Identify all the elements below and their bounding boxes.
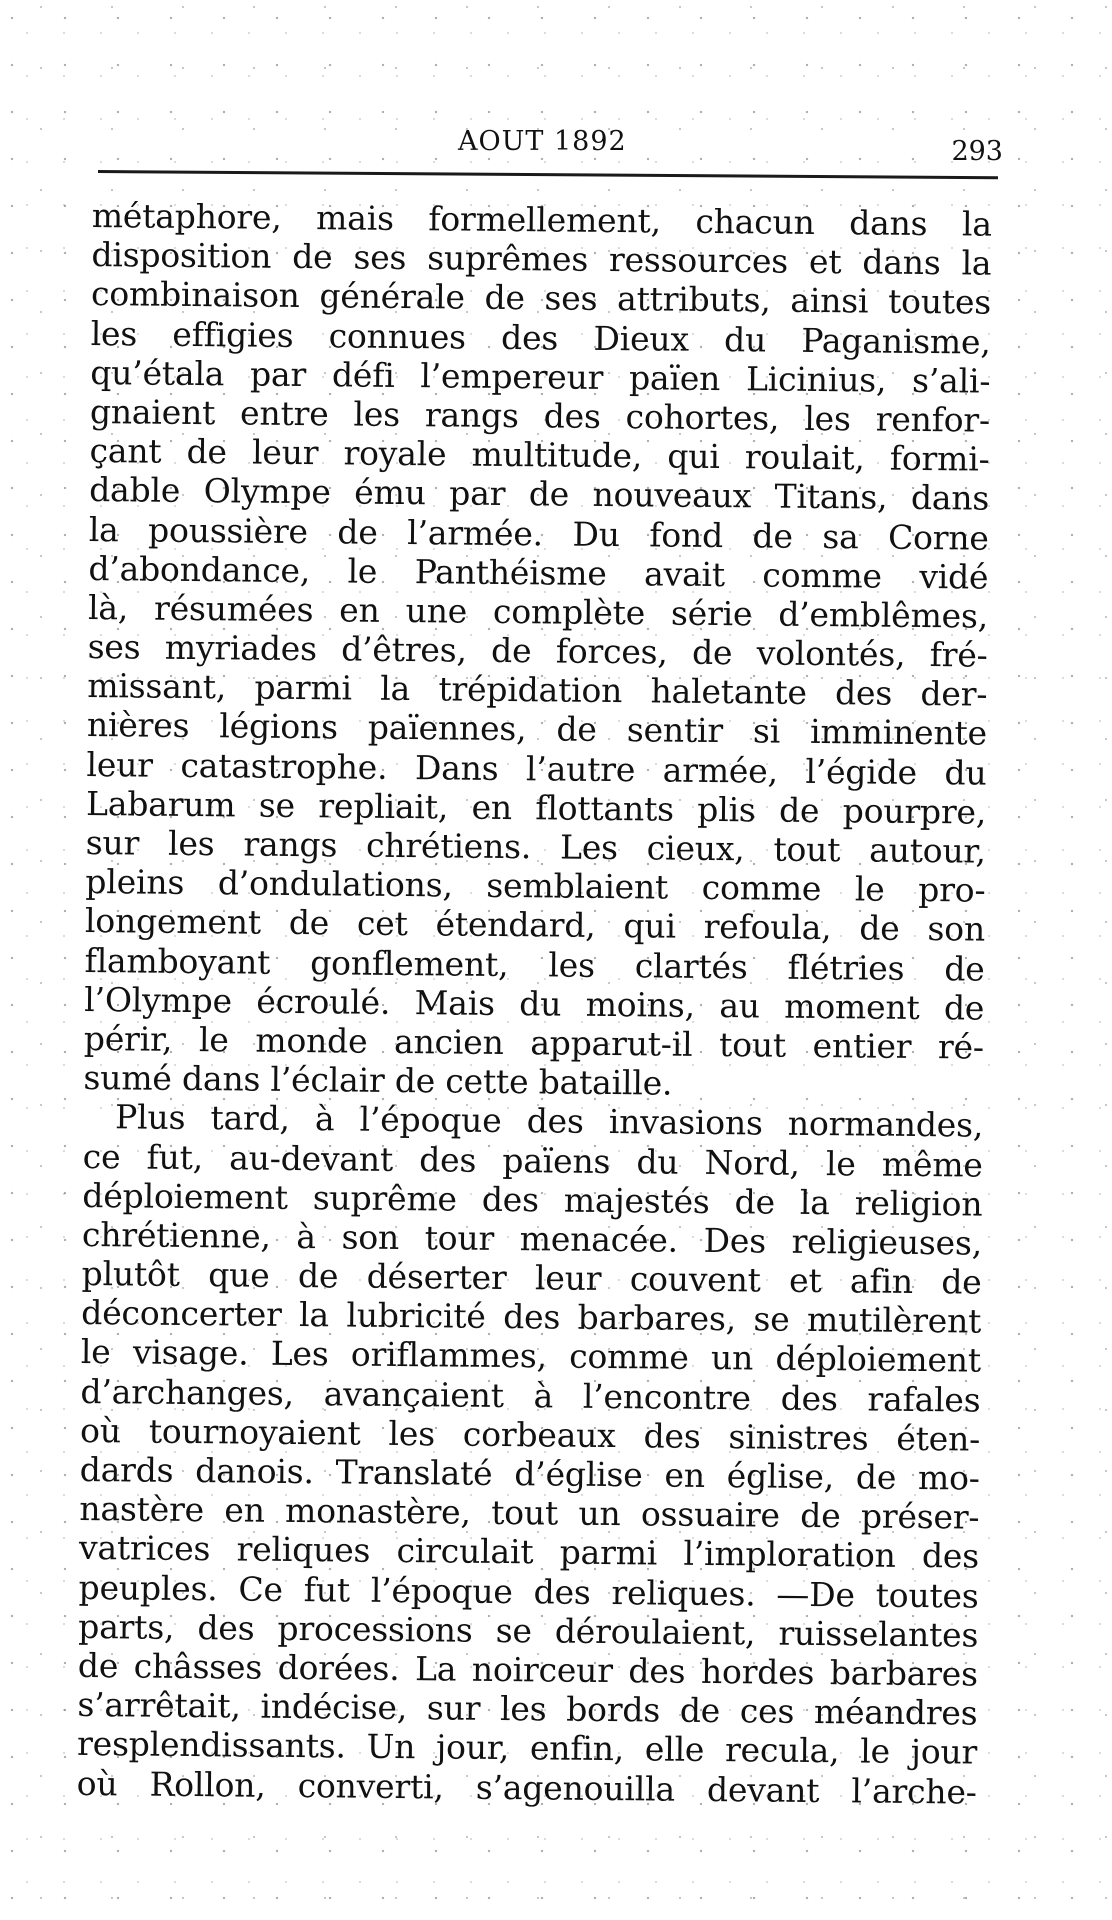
text-line: Labarum se repliait, en flottants plis de pourpre,: [85, 783, 987, 832]
text-line: là, résumées en une complète série d’emblêmes,: [87, 587, 989, 636]
text-line: les effigies connues des Dieux du Paganisme,: [90, 313, 991, 362]
paragraph-start-line: Plus tard, à l’époque des invasions normandes,: [114, 1097, 984, 1145]
text-line: où tournoyaient les corbeaux des sinistres éten-: [79, 1410, 981, 1459]
text-line: périr, le monde ancien apparut-il tout entier ré-: [83, 1018, 985, 1067]
body-text: [77, 196, 992, 1811]
text-line: métaphore, mais formellement, chacun dans la: [91, 196, 992, 244]
text-line: ses myriades d’êtres, de forces, de volontés, fré-: [87, 627, 988, 675]
running-head-title: AOUT 1892: [458, 126, 627, 157]
running-head: [98, 122, 1003, 166]
page-number: 293: [951, 136, 1003, 167]
text-line: nastère en monastère, tout un ossuaire de préser-: [79, 1489, 980, 1537]
text-line: flamboyant gonflement, les clartés flétries de: [84, 940, 985, 989]
text-line: le visage. Les oriflammes, comme un déploiement: [80, 1332, 982, 1381]
text-line: peuples. Ce fut l’époque des reliques. —De toutes: [78, 1567, 979, 1616]
text-line: vatrices reliques circulait parmi l’imploration des: [78, 1528, 980, 1576]
text-line: pleins d’ondulations, semblaient comme le pro-: [85, 862, 986, 910]
text-line: d’abondance, le Panthéisme avait comme vidé: [88, 548, 989, 597]
text-line: longement de cet étendard, qui refoula, de son: [84, 901, 986, 949]
text-line: parts, des processions se déroulaient, ruisselantes: [78, 1606, 979, 1655]
text-line: disposition de ses suprêmes ressources et dans la: [91, 235, 992, 283]
text-line: chrétienne, à son tour menacée. Des religieuses,: [81, 1214, 983, 1263]
text-line: sur les rangs chrétiens. Les cieux, tout autour,: [85, 822, 986, 871]
text-line: d’archanges, avançaient à l’encontre des rafales: [80, 1371, 981, 1420]
paragraph-end-line: sumé dans l’éclair de cette bataille.: [83, 1058, 673, 1103]
text-line: çant de leur royale multitude, qui roulait, formi-: [89, 431, 990, 479]
text-line: de châsses dorées. La noirceur des hordes barbares: [77, 1645, 979, 1694]
text-line: dards danois. Translaté d’église en église, de mo-: [79, 1449, 980, 1498]
text-line: leur catastrophe. Dans l’autre armée, l’égide du: [86, 744, 987, 793]
text-line: s’arrêtait, indécise, sur les bords de ces méandres: [77, 1685, 978, 1733]
text-line: gnaient entre les rangs des cohortes, les renfor-: [89, 391, 991, 440]
text-line: ce fut, au-devant des païens du Nord, le même: [82, 1136, 983, 1185]
text-line: déploiement suprême des majestés de la religion: [82, 1175, 983, 1224]
text-line: la poussière de l’armée. Du fond de sa Corne: [88, 509, 989, 558]
text-line: qu’étala par défi l’empereur païen Licinius, s’ali-: [90, 352, 991, 401]
text-line: nières légions païennes, de sentir si imminente: [86, 705, 988, 754]
text-line: déconcerter la lubricité des barbares, se mutilèrent: [81, 1293, 982, 1341]
header-rule: [98, 170, 998, 179]
text-line: plutôt que de déserter leur couvent et afin de: [81, 1254, 982, 1302]
text-line: missant, parmi la trépidation haletante des der-: [87, 666, 988, 714]
text-line: combinaison générale de ses attributs, ainsi toutes: [90, 274, 992, 323]
text-line: où Rollon, converti, s’agenouilla devant l’arche-: [76, 1763, 977, 1812]
text-line: l’Olympe écroulé. Mais du moins, au moment de: [84, 979, 985, 1028]
text-line: dable Olympe ému par de nouveaux Titans, dans: [88, 470, 990, 518]
text-line: resplendissants. Un jour, enfin, elle recula, le jour: [76, 1724, 978, 1772]
